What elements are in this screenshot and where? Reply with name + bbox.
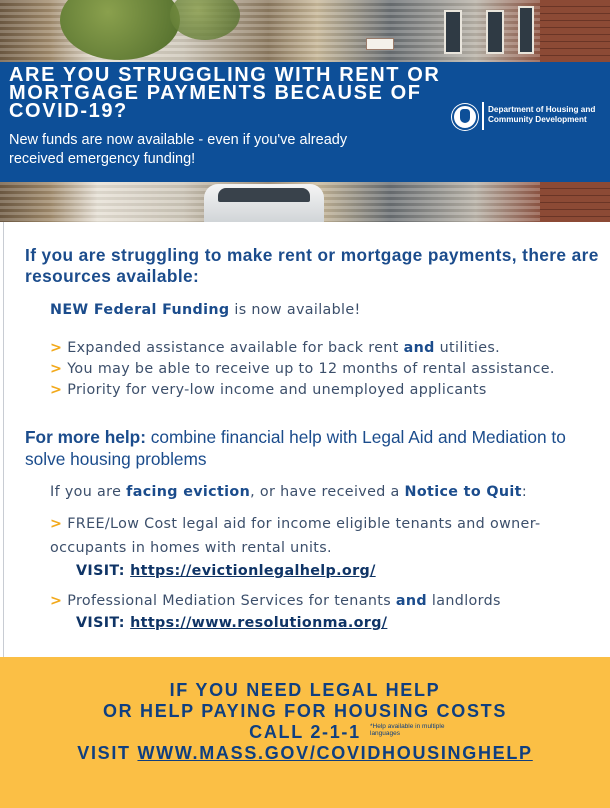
footer-line-legal-help: IF YOU NEED LEGAL HELP [169,680,441,700]
brick-wall [540,182,610,222]
visit-label: VISIT: [76,563,125,579]
header-banner [0,62,610,182]
mediation-text: Professional Mediation Services for tenants [62,593,396,609]
footer-callout [0,657,610,808]
page-title: ARE YOU STRUGGLING WITH RENT OR MORTGAGE PAYMENTS BECAUSE OF COVID-19? [9,64,441,122]
legal-aid-item [50,516,541,532]
street-photo-top [0,0,610,62]
mediation-visit [76,615,387,631]
street-photo-bottom [0,182,610,222]
chevron-right-icon: > [50,382,63,398]
logo-divider [482,102,484,130]
bullet-text: You may be able to receive up to 12 months of rental assistance. [62,361,555,377]
chevron-right-icon: > [50,340,63,356]
mediation-text: landlords [427,593,501,609]
legal-aid-visit [76,563,376,579]
bullet-item [50,340,500,356]
eviction-emphasis: facing eviction [126,484,251,500]
legal-aid-text-continued: occupants in homes with rental units. [50,540,332,556]
bullet-item [50,361,555,377]
federal-funding-label: NEW Federal Funding [50,302,230,318]
more-help-text: combine financial help with Legal Aid and Mediation to solve housing problems [25,427,566,469]
street-sign [366,38,394,50]
intro-heading: If you are struggling to make rent or mortgage payments, there are resources available: [25,245,599,286]
brick-wall [540,0,610,62]
house-window [444,10,462,54]
chevron-right-icon: > [50,593,63,609]
chevron-right-icon: > [50,516,63,532]
department-name: Department of Housing and Community Development [488,105,596,124]
bullet-text: Priority for very-low income and unemployed applicants [62,382,487,398]
bullet-text: utilities. [434,340,501,356]
car-windshield [218,188,310,202]
covid-housing-help-link[interactable]: WWW.MASS.GOV/COVIDHOUSINGHELP [137,743,533,763]
house-window [518,6,534,54]
more-help-label: For more help: [25,427,146,447]
bullet-item [50,382,487,398]
mediation-item [50,593,501,609]
federal-funding-line [50,302,361,318]
federal-funding-text: is now available! [229,302,361,318]
resolution-ma-link[interactable]: https://www.resolutionma.org/ [130,615,388,631]
bullet-text: Expanded assistance available for back rent [62,340,404,356]
eviction-text: : [521,484,527,500]
chevron-right-icon: > [50,361,63,377]
eviction-legal-help-link[interactable]: https://evictionlegalhelp.org/ [130,563,376,579]
massachusetts-seal-icon [452,104,478,130]
department-logo [452,100,608,134]
legal-aid-text: FREE/Low Cost legal aid for income eligible tenants and owner- [62,516,541,532]
notice-emphasis: Notice to Quit [404,484,522,500]
eviction-text: , or have received a [250,484,405,500]
footer-visit-line [0,743,610,764]
mediation-emphasis: and [395,593,428,609]
bullet-emphasis: and [403,340,435,356]
footer-line-housing-costs: OR HELP PAYING FOR HOUSING COSTS [102,701,508,721]
more-help-heading [25,426,595,470]
header-subtitle: New funds are now available - even if you've already received emergency funding! [9,132,348,167]
footer-visit-label: VISIT [77,743,131,763]
language-note: *Help available in multiple languages [370,723,445,737]
eviction-text: If you are [50,484,127,500]
eviction-line [50,484,527,500]
house-window [486,10,504,54]
visit-label: VISIT: [76,615,125,631]
footer-call-211: CALL 2-1-1 [249,722,361,742]
